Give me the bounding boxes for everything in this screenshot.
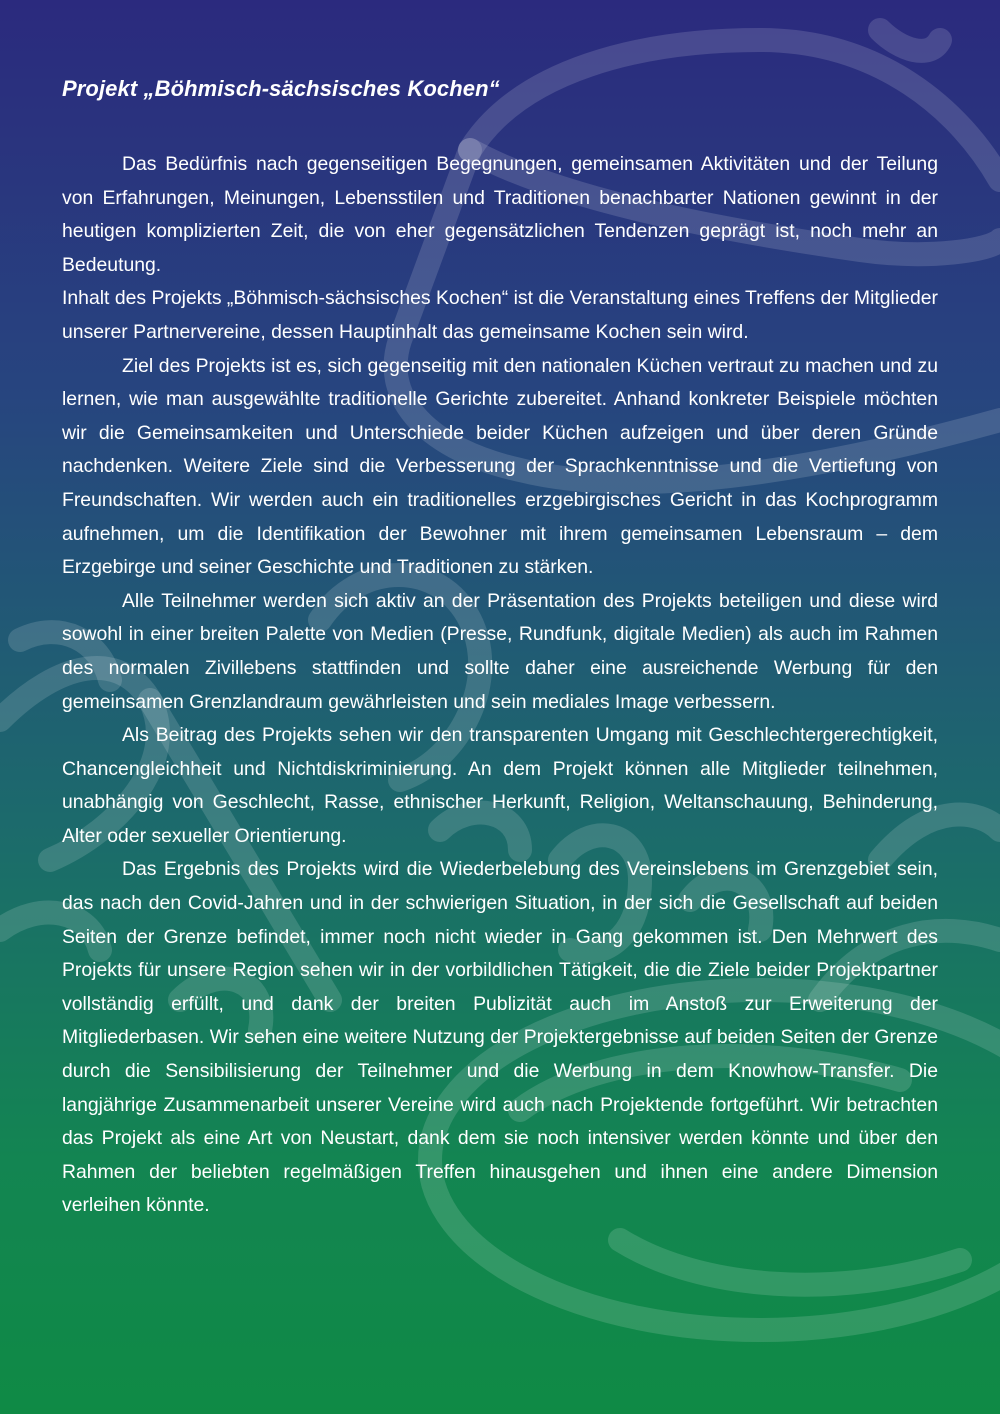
- paragraph-results: Das Ergebnis des Projekts wird die Wiederbelebung des Vereinslebens im Grenzgebiet sein, das nach den Covid-Jahren und in der schwierigen Situation, in der sich die Gesellschaft auf beiden Seiten der Grenze befindet, immer noch nicht wieder in Gang gekommen ist. Den Mehrwert des Projekts für unsere Region sehen wir in der vorbildlichen Tätigkeit, die die Ziele beider Projektpartner vollständig erfüllt, und dank der breiten Publizität auch im Anstoß zur Erweiterung der Mitgliederbasen. Wir sehen eine weitere Nutzung der Projektergebnisse auf beiden Seiten der Grenze durch die Sensibilisierung der Teilnehmer und die Werbung in dem Knowhow-Transfer. Die langjährige Zusammenarbeit unserer Vereine wird auch nach Projektende fortgeführt. Wir betrachten das Projekt als eine Art von Neustart, dank dem sie noch intensiver werden könnte und über den Rahmen der beliebten regelmäßigen Treffen hinausgehen und ihnen eine andere Dimension verleihen könnte.: [62, 858, 938, 1217]
- paragraph-project-content: Inhalt des Projekts „Böhmisch-sächsisches Kochen“ ist die Veranstaltung eines Treffens der Mitglieder unserer Partnervereine, dessen Hauptinhalt das gemeinsame Kochen sein wird.: [62, 287, 938, 343]
- paragraph-presentation: Alle Teilnehmer werden sich aktiv an der Präsentation des Projekts beteiligen und diese wird sowohl in einer breiten Palette von Medien (Presse, Rundfunk, digitale Medien) als auch im Rahmen des normalen Zivillebens stattfinden und sollte daher eine ausreichende Werbung für den gemeinsamen Grenzlandraum gewährleisten und sein mediales Image verbessern.: [62, 589, 938, 713]
- document-title: Projekt „Böhmisch-sächsisches Kochen“: [62, 76, 500, 101]
- paragraph-equality: Als Beitrag des Projekts sehen wir den transparenten Umgang mit Geschlechtergerechtigkeit, Chancengleichheit und Nichtdiskriminierung. An dem Projekt können alle Mitglieder teilnehmen, unabhängig von Geschlecht, Rasse, ethnischer Herkunft, Religion, Weltanschauung, Behinderung, Alter oder sexueller Orientierung.: [62, 724, 938, 847]
- document-body: [62, 76, 938, 1223]
- paragraph-project-goals: Ziel des Projekts ist es, sich gegenseitig mit den nationalen Küchen vertraut zu machen und zu lernen, wie man ausgewählte traditionelle Gerichte zubereitet. Anhand konkreter Beispiele möchten wir die Gemeinsamkeiten und Unterschiede beider Küchen aufzeigen und über deren Gründe nachdenken. Weitere Ziele sind die Verbesserung der Sprachkenntnisse und die Vertiefung von Freundschaften. Wir werden auch ein traditionelles erzgebirgisches Gericht in das Kochprogramm aufnehmen, um die Identifikation der Bewohner mit ihrem gemeinsamen Lebensraum – dem Erzgebirge und seiner Geschichte und Traditionen zu stärken.: [62, 354, 938, 579]
- paragraph-intro: Das Bedürfnis nach gegenseitigen Begegnungen, gemeinsamen Aktivitäten und der Teilung von Erfahrungen, Meinungen, Lebensstilen und Traditionen benachbarter Nationen gewinnt in der heutigen komplizierten Zeit, die von eher gegensätzlichen Tendenzen geprägt ist, noch mehr an Bedeutung.: [62, 153, 938, 276]
